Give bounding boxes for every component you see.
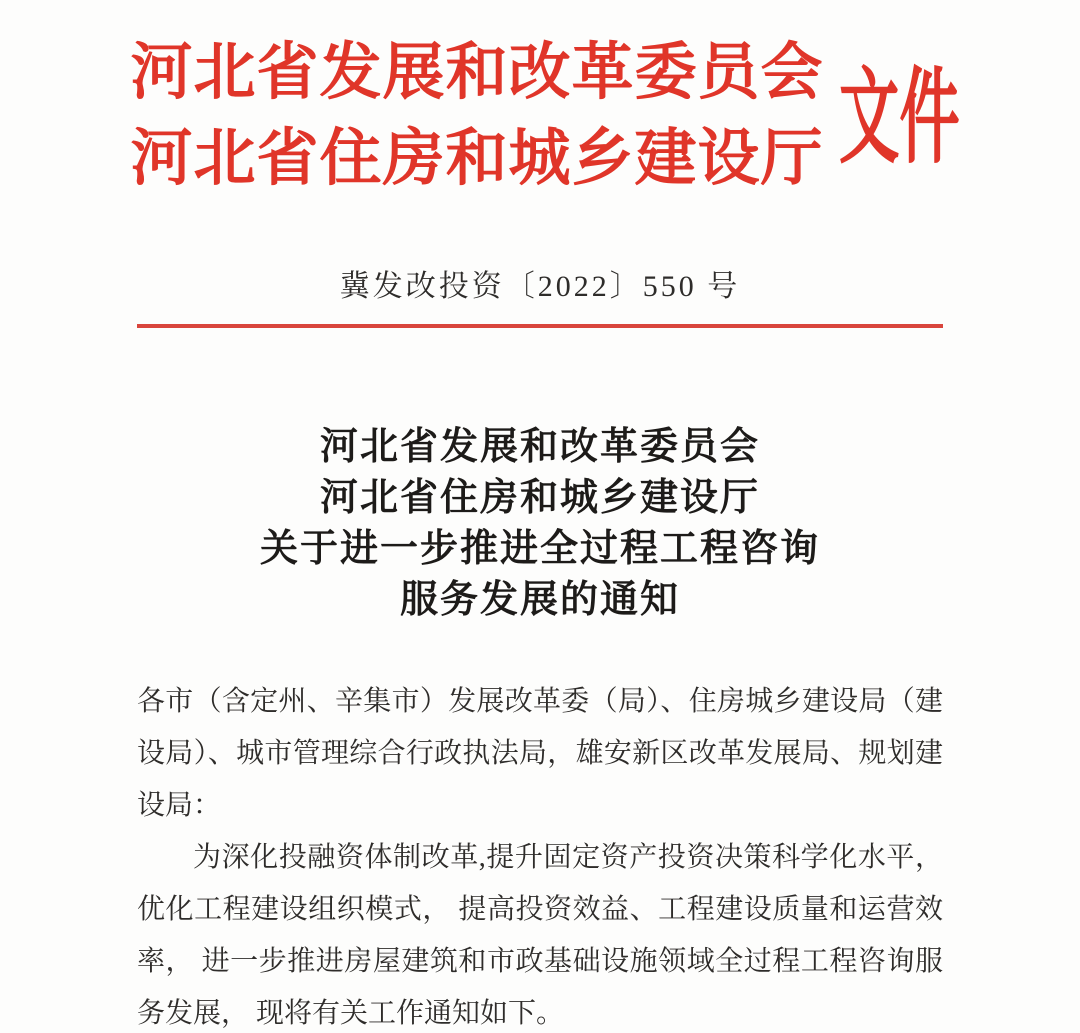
title-line: 河北省住房和城乡建设厅 [319, 477, 760, 519]
document-number: 冀发改投资〔2022〕550 号 [339, 270, 741, 303]
title-line: 服务发展的通知 [399, 579, 680, 621]
agency-name-line: 河北省住房和城乡建设厅 [130, 125, 824, 193]
text-line: 务发展， 现将有关工作通知如下。 [137, 998, 565, 1029]
issuing-agency-names [115, 30, 839, 202]
text-line: 设局： [137, 790, 222, 821]
text-line: 设局）、城市管理综合行政执法局，雄安新区改革发展局、规划建 [137, 738, 943, 769]
text-line: 优化工程建设组织模式， 提高投资效益、工程建设质量和运营效 [137, 894, 943, 925]
letterhead [0, 0, 1080, 202]
recipients-salutation [137, 676, 943, 832]
title-line: 河北省发展和改革委员会 [319, 426, 760, 468]
text-line: 率， 进一步推进房屋建筑和市政基础设施领域全过程工程咨询服 [137, 946, 943, 977]
text-line: 各市（含定州、辛集市）发展改革委（局）、住房城乡建设局（建 [137, 686, 943, 717]
document-title [0, 422, 1080, 626]
title-line: 关于进一步推进全过程工程咨询 [259, 528, 820, 570]
agency-name-line: 河北省发展和改革委员会 [130, 39, 824, 107]
text-line: 为深化投融资体制改革,提升固定资产投资决策科学化水平， [193, 842, 943, 873]
document-body [137, 676, 943, 1033]
document-marker: 文件 [839, 61, 960, 176]
red-divider-line [137, 324, 943, 328]
opening-paragraph [137, 832, 943, 1033]
